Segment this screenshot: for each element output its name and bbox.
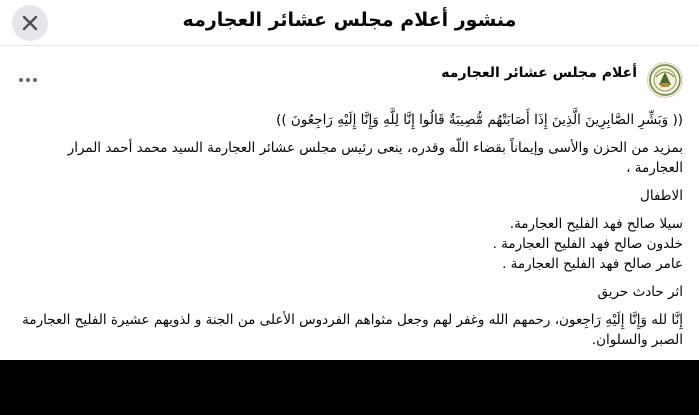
list-item: خلدون صالح فهد الفليح العجارمة .	[492, 236, 683, 252]
list-item: عامر صالح فهد الفليح العجارمة .	[502, 256, 683, 272]
post-children-heading: الاطفال	[640, 188, 683, 204]
list-item: سيلا صالح فهد الفليح العجارمة.	[509, 216, 683, 232]
close-icon	[21, 14, 39, 32]
post-body	[16, 110, 683, 358]
post-announcement: بمزيد من الحزن والأسى وإيماناً بقضاء اللّه وقدره، ينعى رئيس مجلس عشائر العجارمة السيد محمد أحمد المرار العجارمة ،	[67, 140, 683, 176]
post-prayer: إِنَّا لله وَإِنَّا إِلَيْهِ رَاجِعون، رحمهم الله وغفر لهم وجعل مثواهم الفردوس الأعلى من الجنة و لذويهم عشيرة الفليح العجارمة الصبر والسلوان.	[22, 312, 683, 348]
close-button[interactable]	[12, 5, 48, 41]
post-children-list	[16, 214, 683, 274]
post-cause: اثر حادث حريق	[597, 284, 683, 300]
avatar[interactable]	[647, 62, 683, 98]
more-options-icon	[14, 68, 42, 88]
post-verse: (( وَبَشِّرِ الصَّابِرِينَ الَّذِينَ إِذَا أَصَابَتْهُم مُّصِيبَةٌ قَالُوا إِنَّا لِلَّهِ وَإِنَّا إِلَيْهِ رَاجِعُونَ ))	[276, 112, 683, 128]
dialog-title: منشور أعلام مجلس عشائر العجارمه	[182, 9, 517, 31]
author-name[interactable]: أعلام مجلس عشائر العجارمه	[441, 65, 637, 81]
dialog-header	[0, 0, 699, 46]
more-options-button[interactable]	[14, 68, 42, 88]
council-logo-icon	[648, 63, 682, 97]
post-header	[0, 58, 699, 102]
